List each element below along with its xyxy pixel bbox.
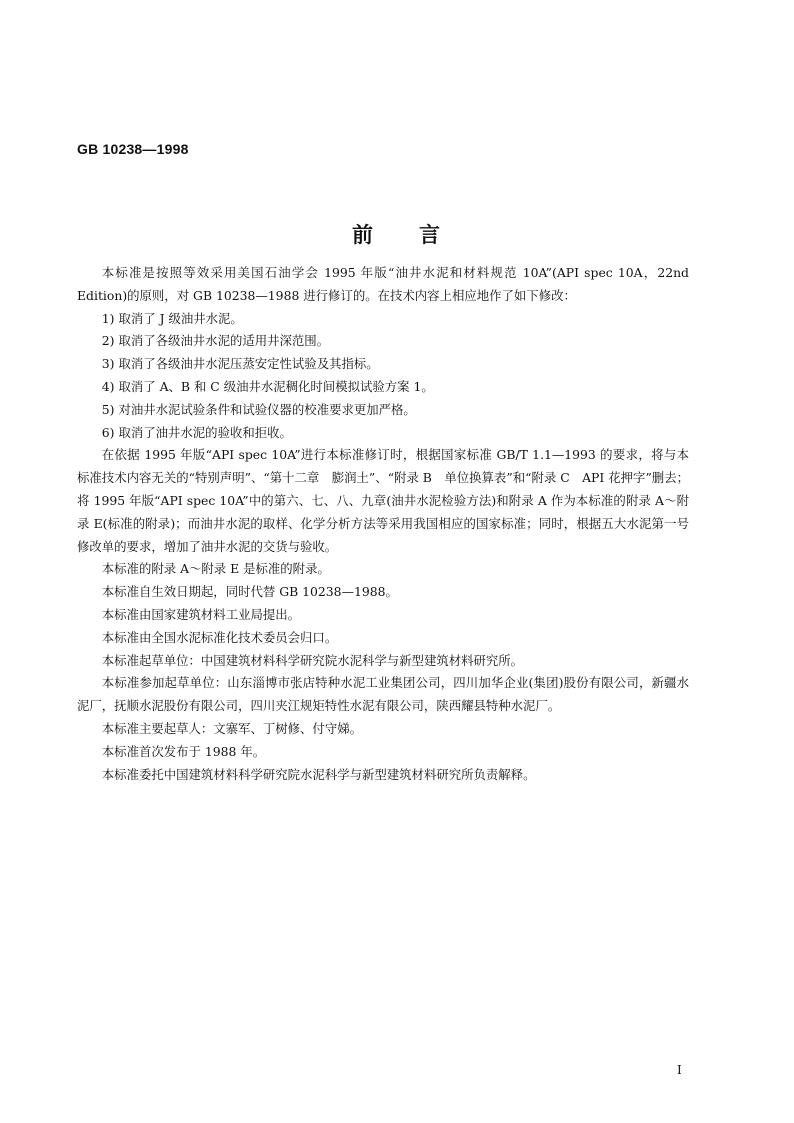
paragraph: 本标准自生效日期起，同时代替 GB 10238—1988。 <box>101 584 398 600</box>
list-item: 2) 取消了各级油井水泥的适用井深范围。 <box>101 333 330 349</box>
paragraph: 本标准由国家建筑材料工业局提出。 <box>101 606 301 622</box>
list-item: 1) 取消了 J 级油井水泥。 <box>101 310 243 326</box>
page-title <box>0 219 794 249</box>
paragraph: 本标准参加起草单位：山东淄博市张店特种水泥工业集团公司，四川加华企业(集团)股份有限公司，新疆水泥厂，抚顺水泥股份有限公司，四川夹江规矩特性水泥有限公司，陕西耀县特种水泥厂。 <box>77 675 689 714</box>
title-char-2: 言 <box>419 222 442 247</box>
foreword-body <box>77 262 689 786</box>
paragraph: 本标准委托中国建筑材料科学研究院水泥科学与新型建筑材料研究所负责解释。 <box>101 766 536 782</box>
paragraph: 本标准首次发布于 1988 年。 <box>101 743 266 759</box>
list-item: 4) 取消了 A、B 和 C 级油井水泥稠化时间模拟试验方案 1。 <box>101 378 434 394</box>
paragraph: 本标准的附录 A～附录 E 是标准的附录。 <box>101 561 330 577</box>
paragraph: 本标准主要起草人：文寨军、丁树修、付守娣。 <box>101 720 362 736</box>
list-item: 5) 对油井水泥试验条件和试验仪器的校准要求更加严格。 <box>101 401 416 417</box>
paragraph: 本标准由全国水泥标准化技术委员会归口。 <box>101 629 338 645</box>
paragraph-intro: 本标准是按照等效采用美国石油学会 1995 年版“油井水泥和材料规范 10A”(API spec 10A，22nd Edition)的原则，对 GB 10238—1988 进行修订的。在技术内容上相应地作了如下修改： <box>77 265 689 303</box>
list-item: 3) 取消了各级油井水泥压蒸安定性试验及其指标。 <box>101 356 379 372</box>
standard-code: GB 10238—1998 <box>77 141 189 157</box>
title-char-1: 前 <box>352 222 375 247</box>
list-item: 6) 取消了油井水泥的验收和拒收。 <box>101 424 292 440</box>
paragraph: 本标准起草单位：中国建筑材料科学研究院水泥科学与新型建筑材料研究所。 <box>101 652 524 668</box>
paragraph-revision-notes: 在依据 1995 年版“API spec 10A”进行本标准修订时，根据国家标准 GB/T 1.1—1993 的要求，将与本标准技术内容无关的“特别声明”、“第十二章 膨润土”、“附录 B 单位换算表”和“附录 C API 花押字”删去；将 1995 年版“API spec 10A”中的第六、七、八、九章(油井水泥检验方法)和附录 A 作为本标准的附录 A～附录 E(标准的附录)；而油井水泥的取样、化学分析方法等采用我国相应的国家标准；同时，根据五大水泥第一号修改单的要求，增加了油井水泥的交货与验收。 <box>77 447 689 554</box>
page-number: I <box>677 1063 682 1077</box>
